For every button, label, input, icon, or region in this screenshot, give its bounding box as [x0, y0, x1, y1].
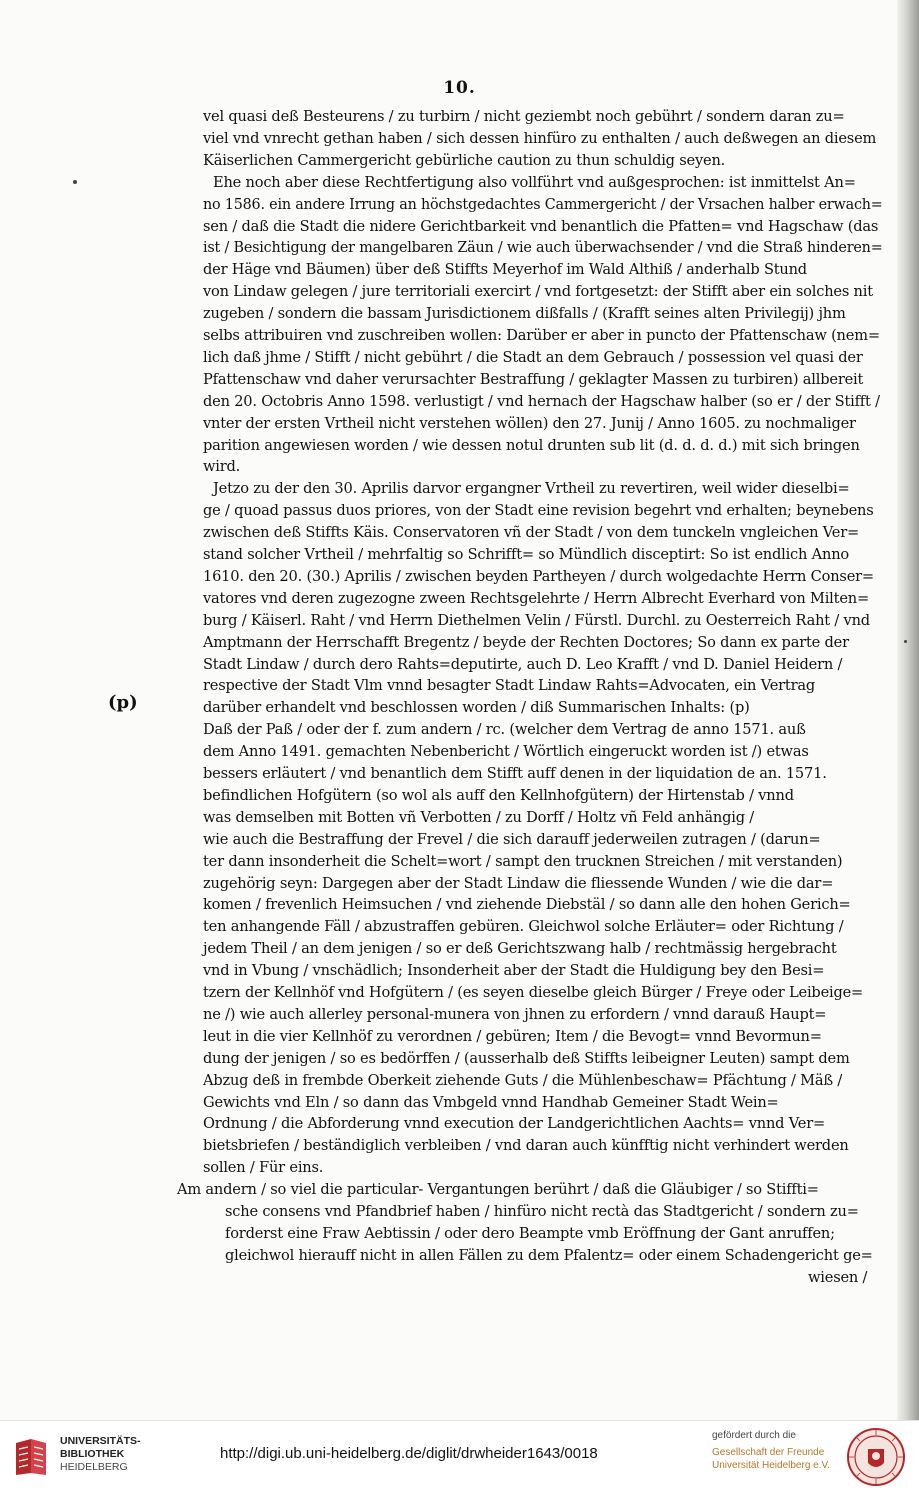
text-line: vnd in Vbung / vnschädlich; Insonderheit aber der Stadt die Huldigung bey den Besi=: [203, 962, 825, 980]
text-line: von Lindaw gelegen / jure territoriali exercirt / vnd fortgesetzt: der Stifft aber ein solches nit: [203, 283, 873, 301]
library-name-line: BIBLIOTHEK: [60, 1448, 125, 1460]
text-line: was demselben mit Botten vñ Verbotten / zu Dorff / Holtz vñ Feld anhängig /: [203, 808, 755, 826]
text-line: sollen / Für eins.: [203, 1159, 324, 1177]
scan-speck: [73, 180, 77, 184]
text-line: ge / quoad passus duos priores, von der Stadt eine revision begehrt vnd erhalten; beynebens: [203, 502, 874, 520]
text-line: 1610. den 20. (30.) Aprilis / zwischen beyden Partheyen / durch wolgedachte Herrn Conser=: [203, 567, 874, 585]
scan-speck: [904, 640, 907, 643]
library-logo[interactable]: [14, 1433, 174, 1481]
text-line: wird.: [203, 458, 241, 476]
library-name-line: UNIVERSITÄTS-: [60, 1435, 141, 1447]
text-line: sche consens vnd Pfandbrief haben / hinfüro nicht rectà das Stadtgericht / sondern zu=: [225, 1203, 859, 1220]
text-line: tzern der Kellnhöf vnd Hofgütern / (es seyen dieselbe gleich Bürger / Freye oder Leibeige=: [203, 984, 864, 1001]
text-line: Pfattenschaw vnd daher verursachter Bestraffung / geklagter Massen zu turbiren) allbereit: [203, 370, 864, 388]
text-line: ter dann insonderheit die Schelt=wort / sampt den trucknen Streichen / mit verstanden): [203, 852, 843, 870]
scan-page-edge: [897, 0, 919, 1420]
text-line: zugeben / sondern die bassam Jurisdictionem dißfalls / (Krafft seines alten Privilegij) jhm: [203, 305, 846, 323]
text-line: ne /) wie auch allerley personal-munera von jhnen zu erfordern / vnnd darauß Haupt=: [203, 1005, 827, 1023]
text-line: sen / daß die Stadt die nidere Gerichtbarkeit vnd benantlich die Pfatten= vnd Hagschaw (das: [203, 217, 879, 235]
text-line: Abzug deß in frembde Oberkeit ziehende Guts / die Mühlenbeschaw= Pfächtung / Mäß /: [203, 1071, 843, 1089]
text-line: wie auch die Bestraffung der Frevel / die sich darauff jederweilen zutragen / (darun=: [203, 830, 821, 848]
viewer-footer: [0, 1420, 919, 1493]
text-line: ten anhangende Fäll / abzustraffen gebüren. Gleichwol solche Erläuter= oder Richtung /: [203, 918, 844, 936]
text-line: Amptmann der Herrschafft Bregentz / beyde der Rechten Doctores; So dann ex parte der: [203, 633, 849, 651]
text-line: no 1586. ein andere Irrung an höchstgedachtes Cammergericht / der Vrsachen halber erwach=: [203, 195, 883, 213]
text-line: ist / Besichtigung der mangelbaren Zäun / wie auch überwachsender / vnd die Straß hinderen=: [203, 239, 883, 257]
text-line: Stadt Lindaw / durch dero Rahts=deputirte, auch D. Leo Krafft / vnd D. Daniel Heidern /: [203, 655, 843, 673]
text-line: wiesen /: [808, 1268, 868, 1286]
text-line: Ehe noch aber diese Rechtfertigung also vollführt vnd außgesprochen: ist inmittelst An=: [213, 173, 856, 191]
text-line: zwischen deß Stiffts Käis. Conservatoren vñ der Stadt / von dem tunckeln vngleichen Ver=: [203, 524, 860, 542]
text-line: dung der jenigen / so es bedörffen / (ausserhalb deß Stiffts leibeigner Leuten) sampt dem: [203, 1049, 850, 1067]
text-line: lich daß jhme / Stifft / nicht gebührt / die Stadt an dem Gebrauch / possession vel quasi der: [203, 348, 863, 366]
sponsor-credit: [712, 1429, 832, 1472]
text-line: Jetzo zu der den 30. Aprilis darvor ergangner Vrtheil zu revertiren, weil wider dieselbi=: [213, 480, 850, 498]
sponsor-name[interactable]: Universität Heidelberg e.V.: [712, 1460, 831, 1471]
text-line: Daß der Paß / oder der f. zum andern / rc. (welcher dem Vertrag de anno 1571. auß: [203, 721, 806, 739]
text-line: darüber erhandelt vnd beschlossen worden / diß Summarischen Inhalts: (p): [203, 699, 750, 717]
text-line: vatores vnd deren zugezogne zween Rechtsgelehrte / Herrn Albrecht Everhard von Milten=: [203, 589, 869, 607]
library-book-icon: [14, 1437, 48, 1477]
text-line: gleichwol hierauff nicht in allen Fällen zu dem Pfalentz= oder einem Schadengericht ge=: [225, 1246, 873, 1264]
library-name: [60, 1435, 180, 1474]
text-line: selbs attribuiren vnd zuschreiben wollen: Darüber er aber in puncto der Pfattenschaw (nem=: [203, 327, 880, 344]
text-line: leut in die vier Kellnhöf zu verordnen / gebüren; Item / die Bevogt= vnnd Bevormun=: [203, 1027, 822, 1045]
text-line: forderst eine Fraw Aebtissin / oder dero Beampte vmb Eröffnung der Gant anruffen;: [225, 1224, 835, 1242]
text-line: vnter der ersten Vrtheil nicht verstehen wöllen) den 27. Junij / Anno 1605. zu nochmaliger: [203, 414, 856, 432]
library-name-line: HEIDELBERG: [60, 1461, 128, 1473]
text-line: respective der Stadt Vlm vnnd besagter Stadt Lindaw Rahts=Advocaten, ein Vertrag: [203, 677, 815, 695]
text-line: zugehörig seyn: Dargegen aber der Stadt Lindaw die fliessende Wunden / wie die dar=: [203, 874, 834, 892]
text-line: Käiserlichen Cammergericht gebürliche caution zu thun schuldig seyen.: [203, 151, 726, 169]
sponsor-intro: gefördert durch die: [712, 1430, 796, 1441]
university-seal-icon[interactable]: [846, 1427, 906, 1487]
text-line: den 20. Octobris Anno 1598. verlustigt / vnd hernach der Hagschaw halber (so er / der Stifft /: [203, 392, 880, 410]
text-line: stand solcher Vrtheil / mehrfaltig so Schrifft= so Mündlich disceptirt: So ist endlich Anno: [203, 546, 849, 563]
text-line: dem Anno 1491. gemachten Nebenbericht / Wörtlich eingeruckt worden ist /) etwas: [203, 743, 809, 761]
sponsor-name[interactable]: Gesellschaft der Freunde: [712, 1447, 825, 1458]
permalink-url[interactable]: http://digi.ub.uni-heidelberg.de/diglit/drwheider1643/0018: [220, 1445, 598, 1462]
text-line: parition angewiesen worden / wie dessen notul drunten sub lit (d. d. d. d.) mit sich bringen: [203, 436, 860, 454]
text-line: Am andern / so viel die particular- Vergantungen berührt / daß die Gläubiger / so Stiffti=: [177, 1181, 819, 1199]
text-line: Ordnung / die Abforderung vnnd execution der Landgerichtlichen Aachts= vnnd Ver=: [203, 1115, 825, 1133]
text-line: burg / Käiserl. Raht / vnd Herrn Diethelmen Velin / Fürstl. Durchl. zu Oesterreich Raht / vnd: [203, 611, 870, 629]
text-line: befindlichen Hofgütern (so wol als auff den Kellnhofgütern) der Hirtenstab / vnnd: [203, 786, 794, 804]
text-line: vel quasi deß Besteurens / zu turbirn / nicht geziembt noch gebührt / sondern daran zu=: [203, 108, 845, 125]
text-line: bessers erläutert / vnd benantlich dem Stifft auff denen in der liquidation de an. 1571.: [203, 765, 827, 782]
page-number: 10.: [443, 78, 476, 98]
text-line: viel vnd vnrecht gethan haben / sich dessen hinfüro zu enthalten / auch deßwegen an diesem: [203, 129, 877, 147]
text-line: Gewichts vnd Eln / so dann das Vmbgeld vnnd Handhab Gemeiner Stadt Wein=: [203, 1093, 779, 1111]
text-line: jedem Theil / an dem jenigen / so er deß Gerichtszwang halb / rechtmässig hergebracht: [203, 940, 837, 958]
text-line: der Häge vnd Bäumen) über deß Stiffts Meyerhof im Wald Althiß / anderhalb Stund: [203, 261, 807, 279]
text-line: bietsbriefen / beständiglich verbleiben / vnd daran auch künfftig nicht verhindert werden: [203, 1137, 849, 1155]
text-line: komen / frevenlich Heimsuchen / vnd ziehende Diebstäl / so dann alle den hohen Gerich=: [203, 896, 851, 914]
margin-note: (p): [108, 692, 138, 713]
